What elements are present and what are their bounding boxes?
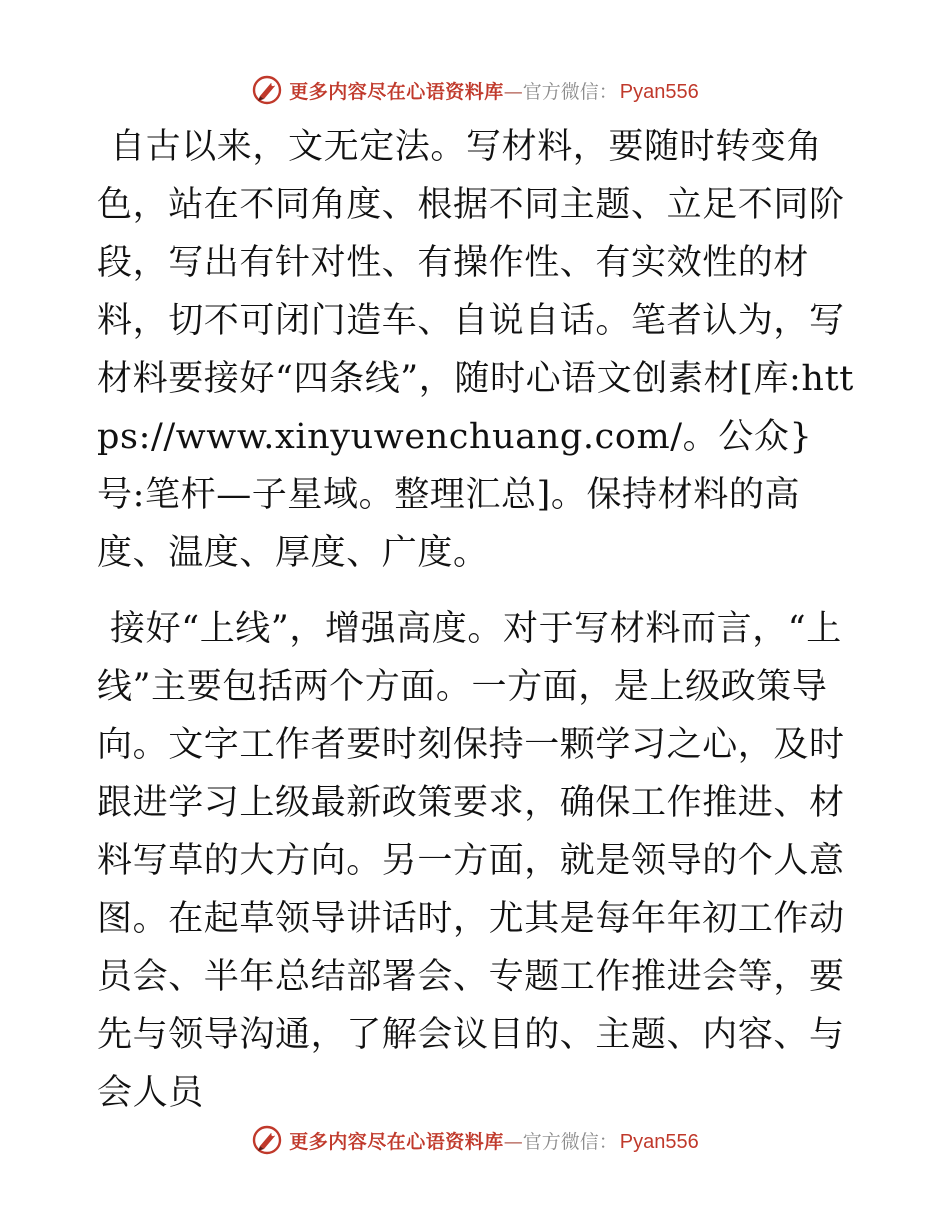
footer-site-text: 更多内容尽在心语资料库 [289, 1130, 504, 1153]
header-banner [0, 70, 950, 110]
header-site-text: 更多内容尽在心语资料库 [289, 80, 504, 103]
header-separator: — [503, 80, 523, 103]
footer-wechat-label: 官方微信： [522, 1130, 618, 1153]
footer-banner-text [289, 1127, 699, 1154]
footer-separator: — [503, 1130, 523, 1153]
footer-wechat-id: Pyan556 [619, 1130, 699, 1153]
header-wechat-label: 官方微信： [522, 80, 618, 103]
header-wechat-id: Pyan556 [619, 80, 699, 103]
pen-logo-icon [251, 1124, 283, 1156]
pen-logo-icon [251, 74, 283, 106]
footer-banner [0, 1120, 950, 1160]
header-banner-text [289, 77, 699, 104]
paragraph-2: 接好“上线”，增强高度。对于写材料而言，“上线”主要包括两个方面。一方面，是上级政策导向。文字工作者要时刻保持一颗学习之心，及时跟进学习上级最新政策要求，确保工作推进、材料写草的大方向。另一方面，就是领导的个人意图。在起草领导讲话时，尤其是每年年初工作动员会、半年总结部署会、专题工作推进会等，要先与领导沟通，了解会议目的、主题、内容、与会人员 [97, 609, 845, 1113]
document-body [97, 118, 857, 1122]
paragraph-1: 自古以来，文无定法。写材料，要随时转变角色，站在不同角度、根据不同主题、立足不同阶段，写出有针对性、有操作性、有实效性的材料，切不可闭门造车、自说自话。笔者认为，写材料要接好“四条线”，随时心语文创素材[库:https://www.xinyuwenchuang.com/。公众}号:笔杆—子星域。整理汇总]。保持材料的高度、温度、厚度、广度。 [97, 127, 854, 573]
